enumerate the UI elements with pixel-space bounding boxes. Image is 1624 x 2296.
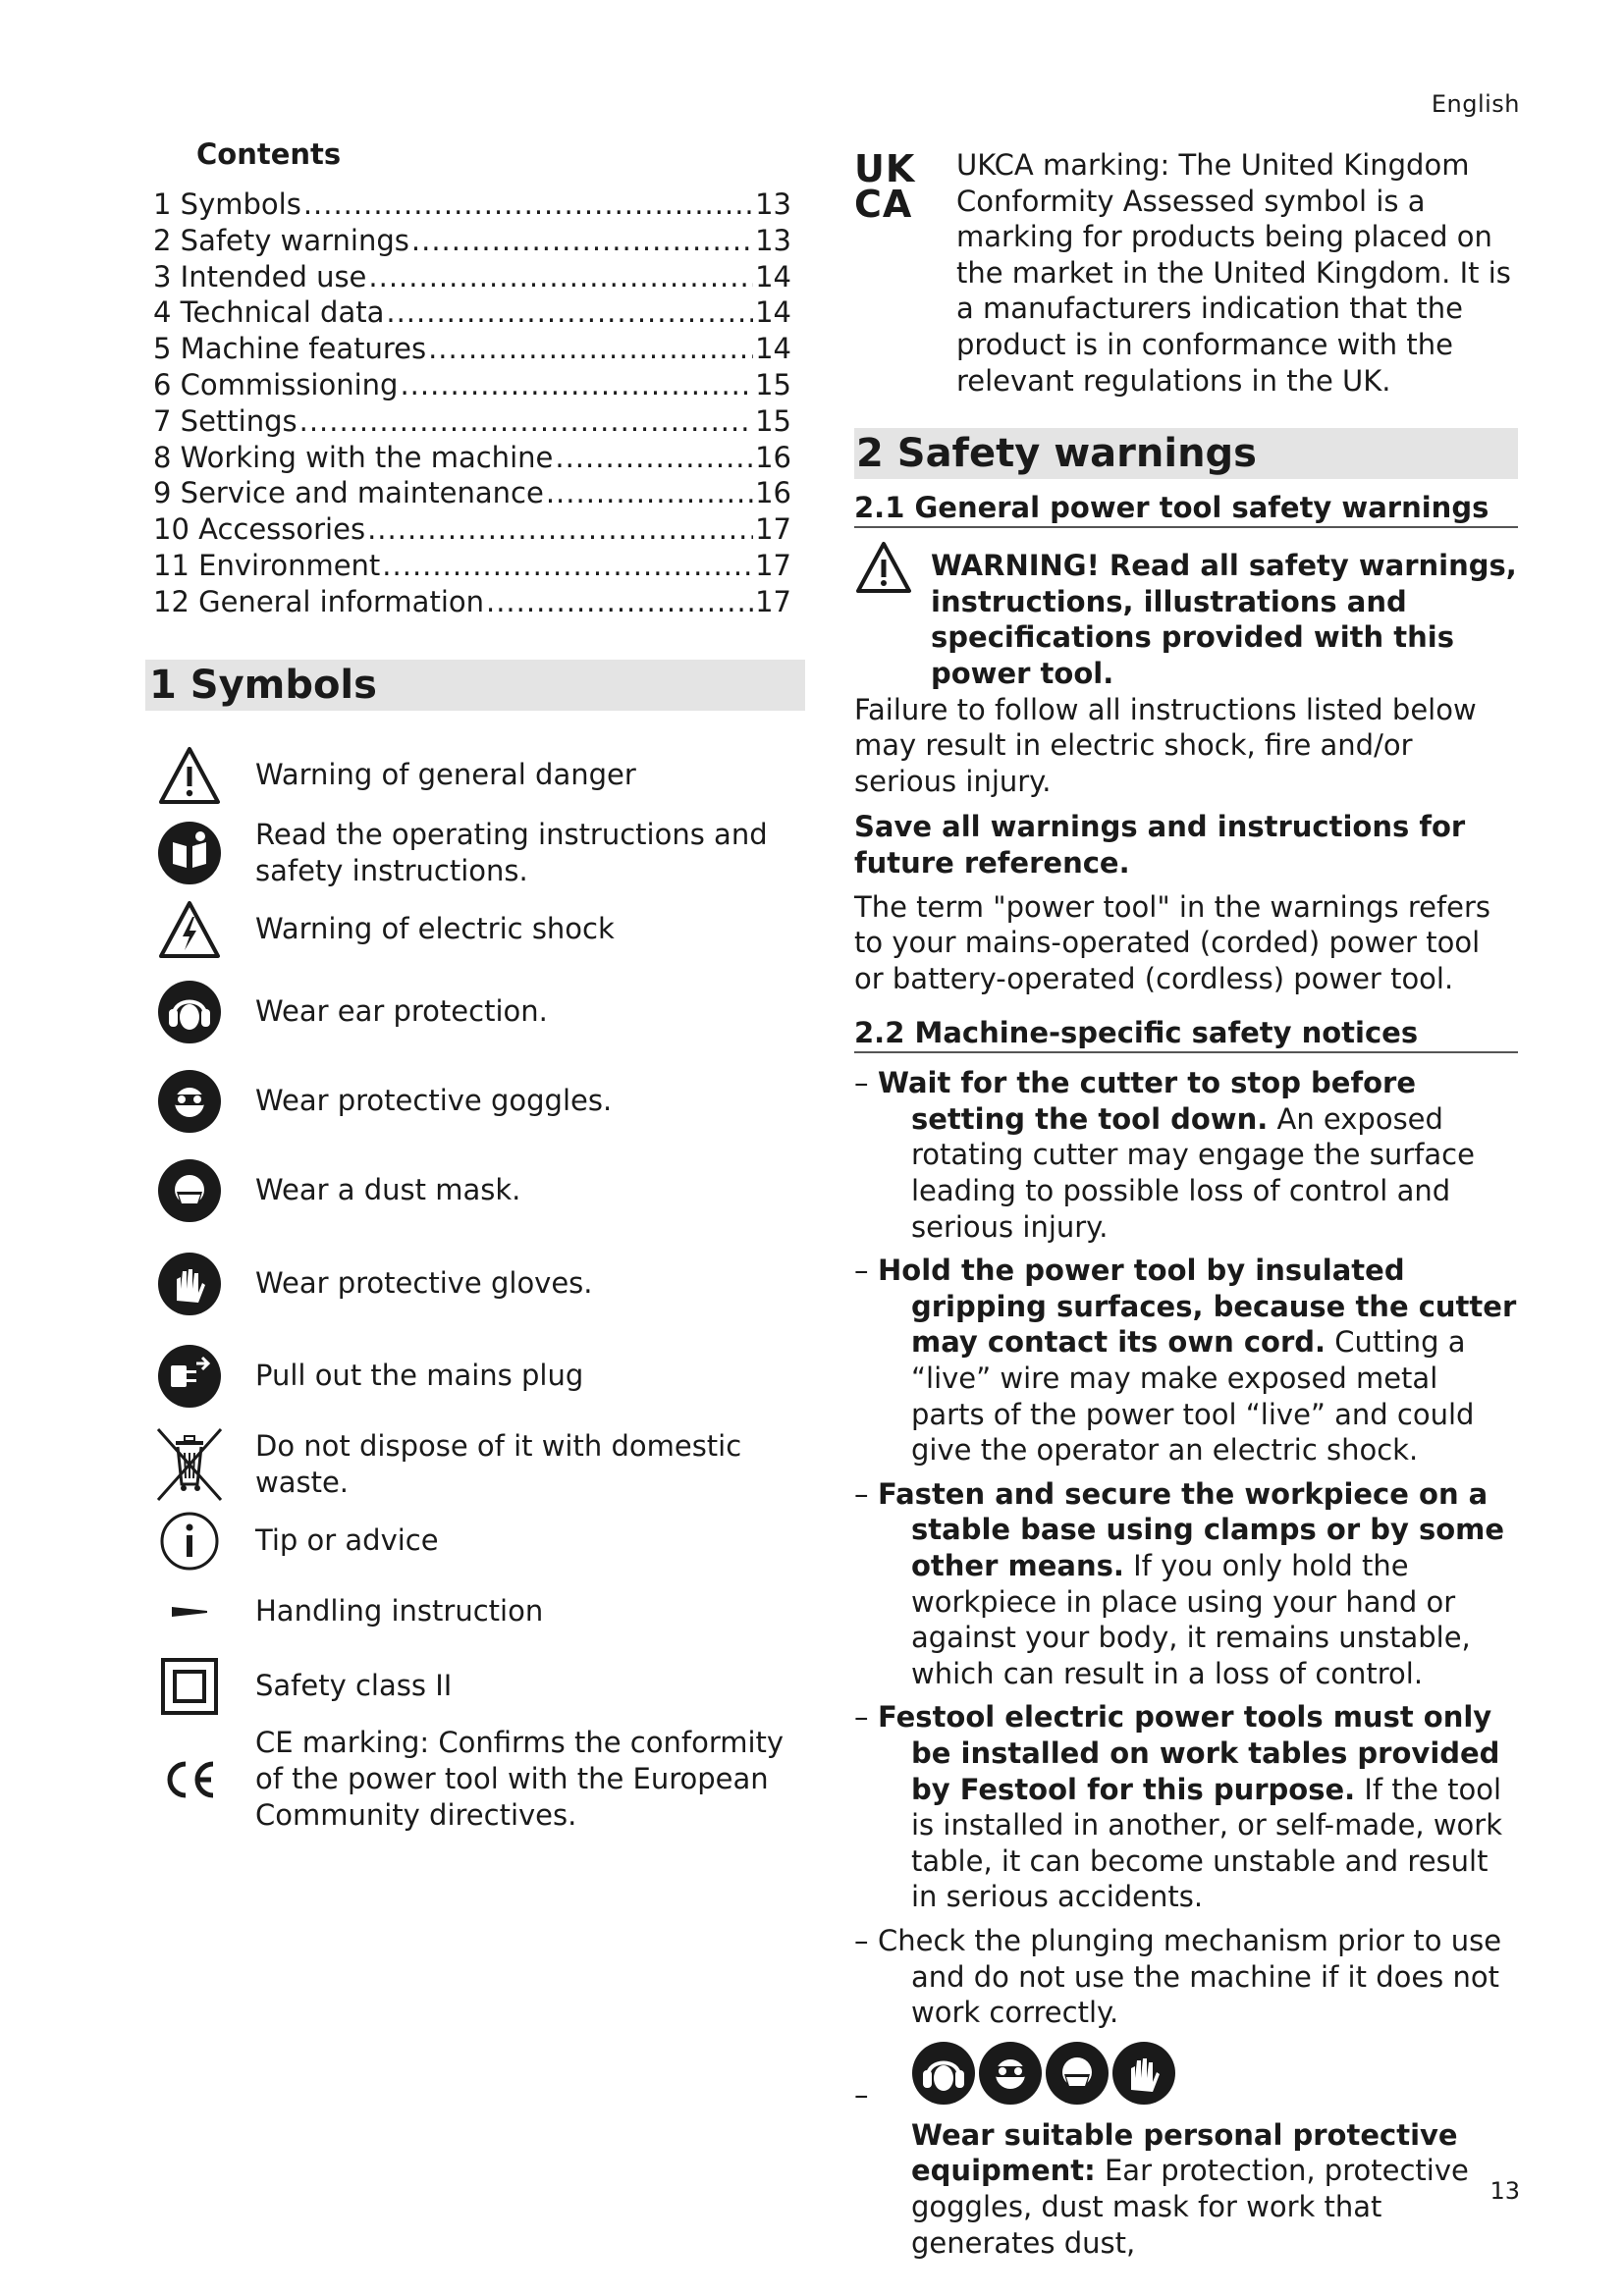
- contents-leader-dots: [555, 440, 753, 476]
- contents-item-label: 2 Safety warnings: [153, 223, 409, 257]
- contents-item: [153, 223, 791, 259]
- contents-item-page: 15: [755, 403, 791, 438]
- notice-bold-text: Wait for the cutter to stop before setting the tool down.: [878, 1066, 1416, 1136]
- left-column: [145, 137, 805, 1834]
- save-note: Save all warnings and instructions for future reference.: [854, 810, 1466, 880]
- warning-triangle-icon: [854, 540, 913, 599]
- symbol-description: CE marking: Confirms the conformity of the power tool with the European Community directives.: [255, 1726, 785, 1833]
- ppe-bold-text: Wear suitable personal protective equipment:: [911, 2117, 1458, 2188]
- contents-item-label: 10 Accessories: [153, 512, 366, 547]
- electric-shock-icon: [151, 891, 228, 968]
- contents-item: [153, 294, 791, 331]
- info-icon: [151, 1503, 228, 1579]
- ukca-block: [854, 147, 1518, 399]
- notice-bold-text: Festool electric power tools must only be installed on work tables provided by Festool for this purpose.: [878, 1700, 1500, 1806]
- symbol-row: [145, 740, 805, 811]
- contents-item-label: 4 Technical data: [153, 295, 385, 330]
- contents-item-page: 15: [755, 367, 791, 401]
- ppe-rest-text: Ear protection, protective goggles, dust mask for work that generates dust,: [911, 2154, 1469, 2260]
- contents-item: [153, 187, 791, 223]
- notice-dash: –: [854, 1476, 869, 1511]
- machine-notice: [854, 1923, 1518, 2031]
- symbol-description: Tip or advice: [255, 1523, 439, 1558]
- contents-item: [153, 511, 791, 548]
- gloves-icon: [1111, 2041, 1176, 2109]
- notice-rest-text: Cutting a “live” wire may make exposed metal parts of the power tool “live” and could give the operator an electric shock.: [911, 1325, 1475, 1468]
- symbol-row: [145, 1239, 805, 1329]
- term-note: The term "power tool" in the warnings refers to your mains-operated (corded) power tool or battery-operated (cordless) power tool.: [854, 889, 1491, 995]
- ppe-icons-row: –: [854, 2039, 1518, 2111]
- machine-notices-list: [854, 1065, 1518, 2030]
- contents-item-page: 16: [755, 476, 791, 510]
- contents-item-page: 14: [755, 295, 791, 330]
- contents-item-page: 14: [755, 332, 791, 366]
- contents-leader-dots: [382, 548, 753, 584]
- page-number: 13: [1489, 2177, 1520, 2205]
- symbol-row: [145, 1576, 805, 1647]
- goggles-icon: [978, 2041, 1043, 2109]
- contents-title: Contents: [196, 137, 342, 171]
- machine-notice: [854, 1253, 1518, 1468]
- contents-list: [145, 187, 791, 620]
- ukca-text: UKCA marking: The United Kingdom Conformity Assessed symbol is a marking for products being placed on the market in the United Kingdom. It is a manufacturers indication that the product is in conformance with the relevant regulations in the UK.: [956, 148, 1511, 398]
- crossed-bin-icon: [151, 1426, 228, 1503]
- contents-leader-dots: [299, 403, 753, 440]
- contents-leader-dots: [367, 511, 753, 548]
- symbol-row: [145, 811, 805, 895]
- warning-triangle-icon: [151, 737, 228, 814]
- machine-notice: [854, 1476, 1518, 1692]
- symbol-description: Wear protective goggles.: [255, 1084, 613, 1118]
- safety-section-title: 2 Safety warnings: [854, 428, 1518, 479]
- warning-bold-text: WARNING! Read all safety warnings, instructions, illustrations and specifications provided with this power tool.: [931, 549, 1517, 690]
- contents-item-label: 12 General information: [153, 584, 484, 618]
- safety-class-icon: [151, 1648, 228, 1725]
- ppe-text: [854, 2117, 1518, 2261]
- general-safety-heading: 2.1 General power tool safety warnings: [854, 489, 1518, 528]
- notice-bold-text: Hold the power tool by insulated gripping surfaces, because the cutter may contact its own cord.: [878, 1254, 1517, 1360]
- language-label: English: [1431, 90, 1520, 118]
- goggles-icon: [151, 1063, 228, 1140]
- gloves-icon: [151, 1246, 228, 1322]
- contents-item: [153, 403, 791, 440]
- symbol-row: [145, 964, 805, 1060]
- notice-rest-text: If the tool is installed in another, or self-made, work table, it can become unstable and result in serious accidents.: [911, 1772, 1503, 1914]
- contents-item: [153, 331, 791, 367]
- contents-item-label: 8 Working with the machine: [153, 440, 554, 474]
- ukca-logo: UK CA: [854, 147, 916, 226]
- machine-notice: [854, 1065, 1518, 1245]
- symbols-section-title: 1 Symbols: [145, 660, 805, 711]
- symbol-row: [145, 1647, 805, 1726]
- contents-item-page: 14: [755, 259, 791, 294]
- contents-item-label: 6 Commissioning: [153, 367, 399, 401]
- contents-item-label: 5 Machine features: [153, 332, 427, 366]
- contents-leader-dots: [386, 294, 753, 331]
- contents-item-label: 1 Symbols: [153, 187, 301, 221]
- symbol-row: [145, 1329, 805, 1423]
- ear-protection-icon: [911, 2041, 976, 2109]
- symbol-row: [145, 1506, 805, 1576]
- contents-item-label: 9 Service and maintenance: [153, 476, 544, 510]
- contents-leader-dots: [428, 331, 753, 367]
- dust-mask-icon: [1045, 2041, 1110, 2109]
- notice-rest-text: An exposed rotating cutter may engage the surface leading to possible loss of control and serious injury.: [911, 1101, 1475, 1244]
- contents-item: [153, 367, 791, 403]
- symbol-row: [145, 1423, 805, 1506]
- contents-item: [153, 548, 791, 584]
- symbol-description: Warning of general danger: [255, 758, 636, 792]
- symbol-description: Do not dispose of it with domestic waste.: [255, 1428, 742, 1499]
- notice-bold-text: Fasten and secure the workpiece on a stable base using clamps or by some other means.: [878, 1476, 1505, 1582]
- notice-dash: –: [854, 1700, 869, 1735]
- notice-rest-text: If you only hold the workpiece in place using your hand or against your body, it remains unstable, which can result in a loss of control.: [911, 1549, 1471, 1690]
- symbol-description: Read the operating instructions and safety instructions.: [255, 817, 768, 887]
- contents-leader-dots: [546, 475, 753, 511]
- mains-plug-icon: [151, 1338, 228, 1415]
- notice-dash: –: [854, 1066, 869, 1100]
- symbol-row: [145, 1143, 805, 1239]
- arrow-icon: [151, 1574, 228, 1650]
- machine-notice: [854, 1699, 1518, 1915]
- symbol-description: Wear a dust mask.: [255, 1173, 521, 1207]
- symbol-description: Safety class II: [255, 1669, 453, 1703]
- symbol-row: [145, 1726, 805, 1834]
- right-column: [854, 147, 1518, 2267]
- contents-item: [153, 475, 791, 511]
- contents-leader-dots: [411, 223, 753, 259]
- ear-protection-icon: [151, 974, 228, 1050]
- contents-item: [153, 584, 791, 620]
- dust-mask-icon: [151, 1152, 228, 1229]
- symbol-description: Pull out the mains plug: [255, 1359, 584, 1393]
- contents-item: [153, 259, 791, 295]
- contents-leader-dots: [368, 259, 753, 295]
- warning-rest-text: Failure to follow all instructions listed below may result in electric shock, fire and/or serious injury.: [854, 692, 1477, 798]
- contents-item-label: 3 Intended use: [153, 259, 367, 294]
- contents-item-page: 17: [755, 548, 791, 582]
- contents-leader-dots: [400, 367, 753, 403]
- contents-leader-dots: [303, 187, 753, 223]
- contents-item: [153, 440, 791, 476]
- warning-block: [854, 540, 1518, 799]
- symbol-description: Wear ear protection.: [255, 994, 548, 1029]
- contents-item-page: 17: [755, 584, 791, 618]
- contents-item-label: 7 Settings: [153, 403, 298, 438]
- ce-icon: [151, 1741, 228, 1818]
- symbol-description: Wear protective gloves.: [255, 1266, 593, 1301]
- notice-dash: –: [854, 1923, 869, 1957]
- symbol-row: [145, 895, 805, 964]
- contents-item-page: 13: [755, 223, 791, 257]
- symbol-description: Warning of electric shock: [255, 912, 615, 946]
- symbols-list: [145, 740, 805, 1834]
- notice-rest-text: Check the plunging mechanism prior to use and do not use the machine if it does not work correctly.: [878, 1923, 1502, 2030]
- symbol-description: Handling instruction: [255, 1594, 544, 1629]
- notice-dash: –: [854, 1254, 869, 1288]
- contents-item-page: 13: [755, 187, 791, 221]
- contents-leader-dots: [486, 584, 753, 620]
- contents-item-page: 17: [755, 512, 791, 547]
- machine-safety-heading: 2.2 Machine-specific safety notices: [854, 1014, 1518, 1053]
- contents-item-label: 11 Environment: [153, 548, 381, 582]
- symbol-row: [145, 1060, 805, 1143]
- contents-item-page: 16: [755, 440, 791, 474]
- read-instructions-icon: [151, 815, 228, 891]
